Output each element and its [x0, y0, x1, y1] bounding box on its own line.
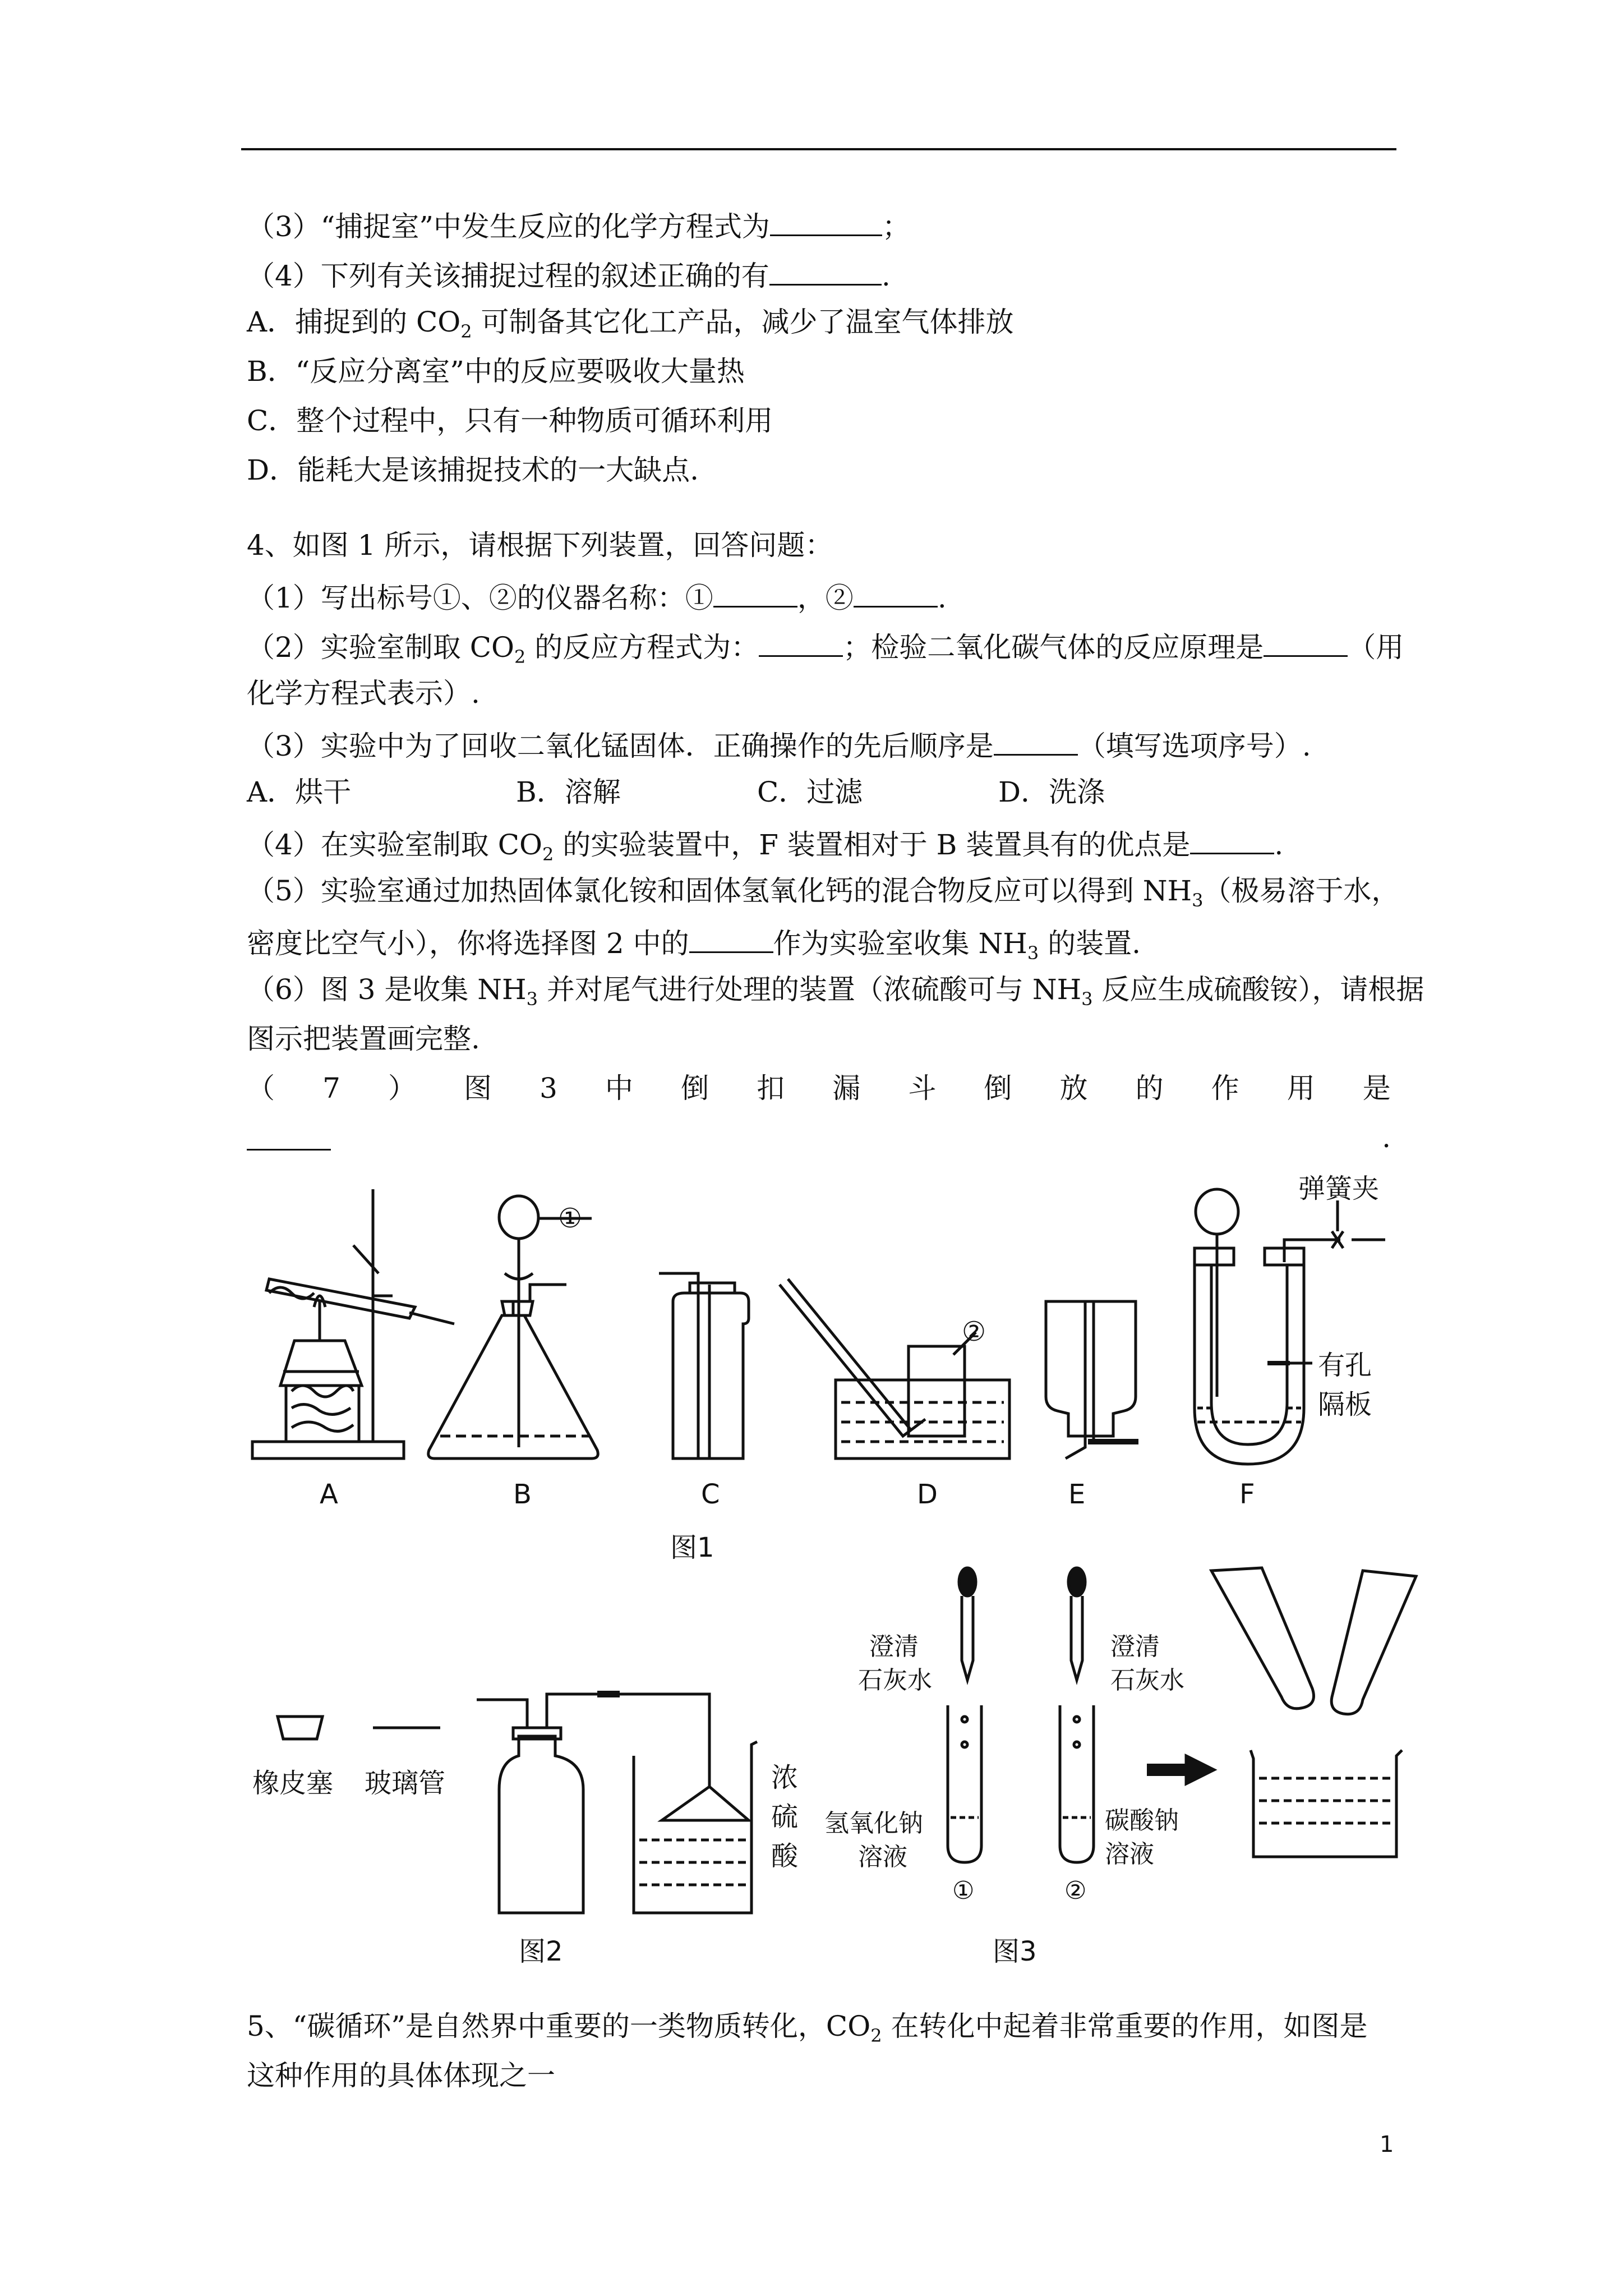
q3-option-d: D．能耗大是该捕捉技术的一大缺点. — [247, 454, 699, 486]
plate-label-1: 有孔 — [1318, 1350, 1372, 1381]
mark-1: ① — [558, 1203, 583, 1234]
answer-blank[interactable] — [689, 922, 773, 953]
q4-part4: （4）在实验室制取 $CO_2$ 的实验装置中，F 装置相对于 B 装置具有的优点是 . — [247, 823, 1283, 872]
q4-part6-cont: 图示把装置画完整. — [247, 1023, 480, 1055]
q4-part2: （2）实验室制取 $CO_2$ 的反应方程式为： ；检验二氧化碳气体的反应原理是 （用 — [247, 626, 1404, 675]
q4-part2-cont: 化学方程式表示）. — [247, 677, 480, 710]
plate-label-2: 隔板 — [1318, 1389, 1372, 1420]
q3-option-a: A．捕捉到的 $CO_2$ 可制备其它化工产品，减少了温室气体排放 — [247, 306, 1014, 342]
clip-label: 弹簧夹 — [1298, 1173, 1380, 1204]
option-d: D．洗涤 — [998, 776, 1105, 808]
answer-blank[interactable] — [770, 205, 882, 236]
naoh-label-1: 氢氧化钠 — [824, 1809, 923, 1838]
lime-water-label-1: 澄清 — [869, 1632, 919, 1661]
acid-label-1: 浓 — [771, 1762, 799, 1793]
q4-part7: （ 7 ） 图 3 中 倒 扣 漏 斗 倒 放 的 作 用 是 — [247, 1072, 1391, 1105]
tube-label: 玻璃管 — [365, 1768, 446, 1799]
apparatus-b — [428, 1196, 598, 1458]
acid-label-2: 硫 — [771, 1801, 799, 1833]
lime-water-label-2: 石灰水 — [858, 1666, 932, 1695]
apparatus-e — [1046, 1301, 1138, 1458]
stopper-label: 橡皮塞 — [252, 1768, 334, 1799]
label-e: E — [1068, 1479, 1086, 1510]
answer-blank[interactable] — [1264, 626, 1348, 657]
q4-part1: （1）写出标号①、②的仪器名称：① ，② . — [247, 577, 947, 616]
figure-2 — [247, 1677, 836, 1991]
q4-part6: （6）图 3 是收集 $NH_3$ 并对尾气进行处理的装置（浓硫酸可与 $NH_3$ 反应生成硫酸铵），请根据 — [247, 973, 1424, 1010]
figure-3-caption: 图3 — [993, 1936, 1037, 1967]
apparatus-c — [659, 1273, 749, 1458]
mark-2: ② — [962, 1316, 986, 1347]
label-f: F — [1239, 1479, 1255, 1510]
option-b: B．溶解 — [516, 776, 621, 808]
tube-2-mark: ② — [1064, 1876, 1087, 1905]
label-a: A — [320, 1479, 338, 1510]
q4-part3-options — [247, 774, 1105, 810]
q3-option-c: C．整个过程中，只有一种物质可循环利用 — [247, 404, 773, 437]
answer-blank[interactable] — [1190, 823, 1274, 854]
answer-blank[interactable] — [713, 577, 797, 608]
lime-water-label-3: 澄清 — [1110, 1632, 1160, 1661]
answer-blank[interactable] — [854, 577, 938, 608]
figure-1-caption: 图1 — [670, 1532, 714, 1559]
na2co3-label-2: 溶液 — [1105, 1840, 1154, 1869]
q3-part4: （4）下列有关该捕捉过程的叙述正确的有 . — [247, 255, 891, 294]
page-number: 1 — [1380, 2132, 1394, 2157]
q4-part3: （3）实验中为了回收二氧化锰固体．正确操作的先后顺序是 （填写选项序号）. — [247, 725, 1311, 764]
lime-water-label-4: 石灰水 — [1110, 1666, 1184, 1695]
apparatus-f — [1195, 1189, 1385, 1464]
q5-line-2: 这种作用的具体体现之一 — [247, 2059, 555, 2092]
q4-part5-cont: 密度比空气小），你将选择图 2 中的 作为实验室收集 $NH_3$ 的装置. — [247, 922, 1141, 971]
answer-blank[interactable] — [769, 255, 882, 286]
figure-1 — [241, 1172, 1424, 1559]
q4-part7-cont: . — [247, 1120, 1391, 1159]
label-d: D — [917, 1479, 938, 1510]
label-c: C — [701, 1479, 720, 1510]
tube-1-mark: ① — [952, 1876, 975, 1905]
answer-blank[interactable] — [759, 626, 843, 657]
answer-blank[interactable] — [247, 1120, 331, 1151]
q3-option-b: B．“反应分离室”中的反应要吸收大量热 — [247, 355, 745, 388]
q5-line-1: 5、“碳循环”是自然界中重要的一类物质转化，$CO_2$ 在转化中起着非常重要的作用，如图是 — [247, 2010, 1368, 2046]
naoh-label-2: 溶液 — [858, 1843, 907, 1871]
header-rule — [241, 148, 1396, 150]
figure-3 — [824, 1548, 1436, 1975]
apparatus-a — [252, 1189, 454, 1458]
option-c: C．过滤 — [757, 776, 863, 808]
option-a: A．烘干 — [247, 776, 352, 808]
label-b: B — [513, 1479, 532, 1510]
q4-stem: 4、如图 1 所示，请根据下列装置，回答问题： — [247, 529, 833, 562]
acid-label-3: 酸 — [771, 1841, 799, 1872]
na2co3-label-1: 碳酸钠 — [1105, 1806, 1179, 1835]
apparatus-d — [780, 1279, 1009, 1458]
rubber-stopper-drawing — [278, 1717, 322, 1739]
figure-2-caption: 图2 — [519, 1936, 563, 1967]
answer-blank[interactable] — [994, 725, 1078, 756]
q3-part3: （3）“捕捉室”中发生反应的化学方程式为 ； — [247, 205, 910, 245]
q4-part5: （5）实验室通过加热固体氯化铵和固体氢氧化钙的混合物反应可以得到 $NH_3$（极易溶于水， — [247, 875, 1400, 911]
